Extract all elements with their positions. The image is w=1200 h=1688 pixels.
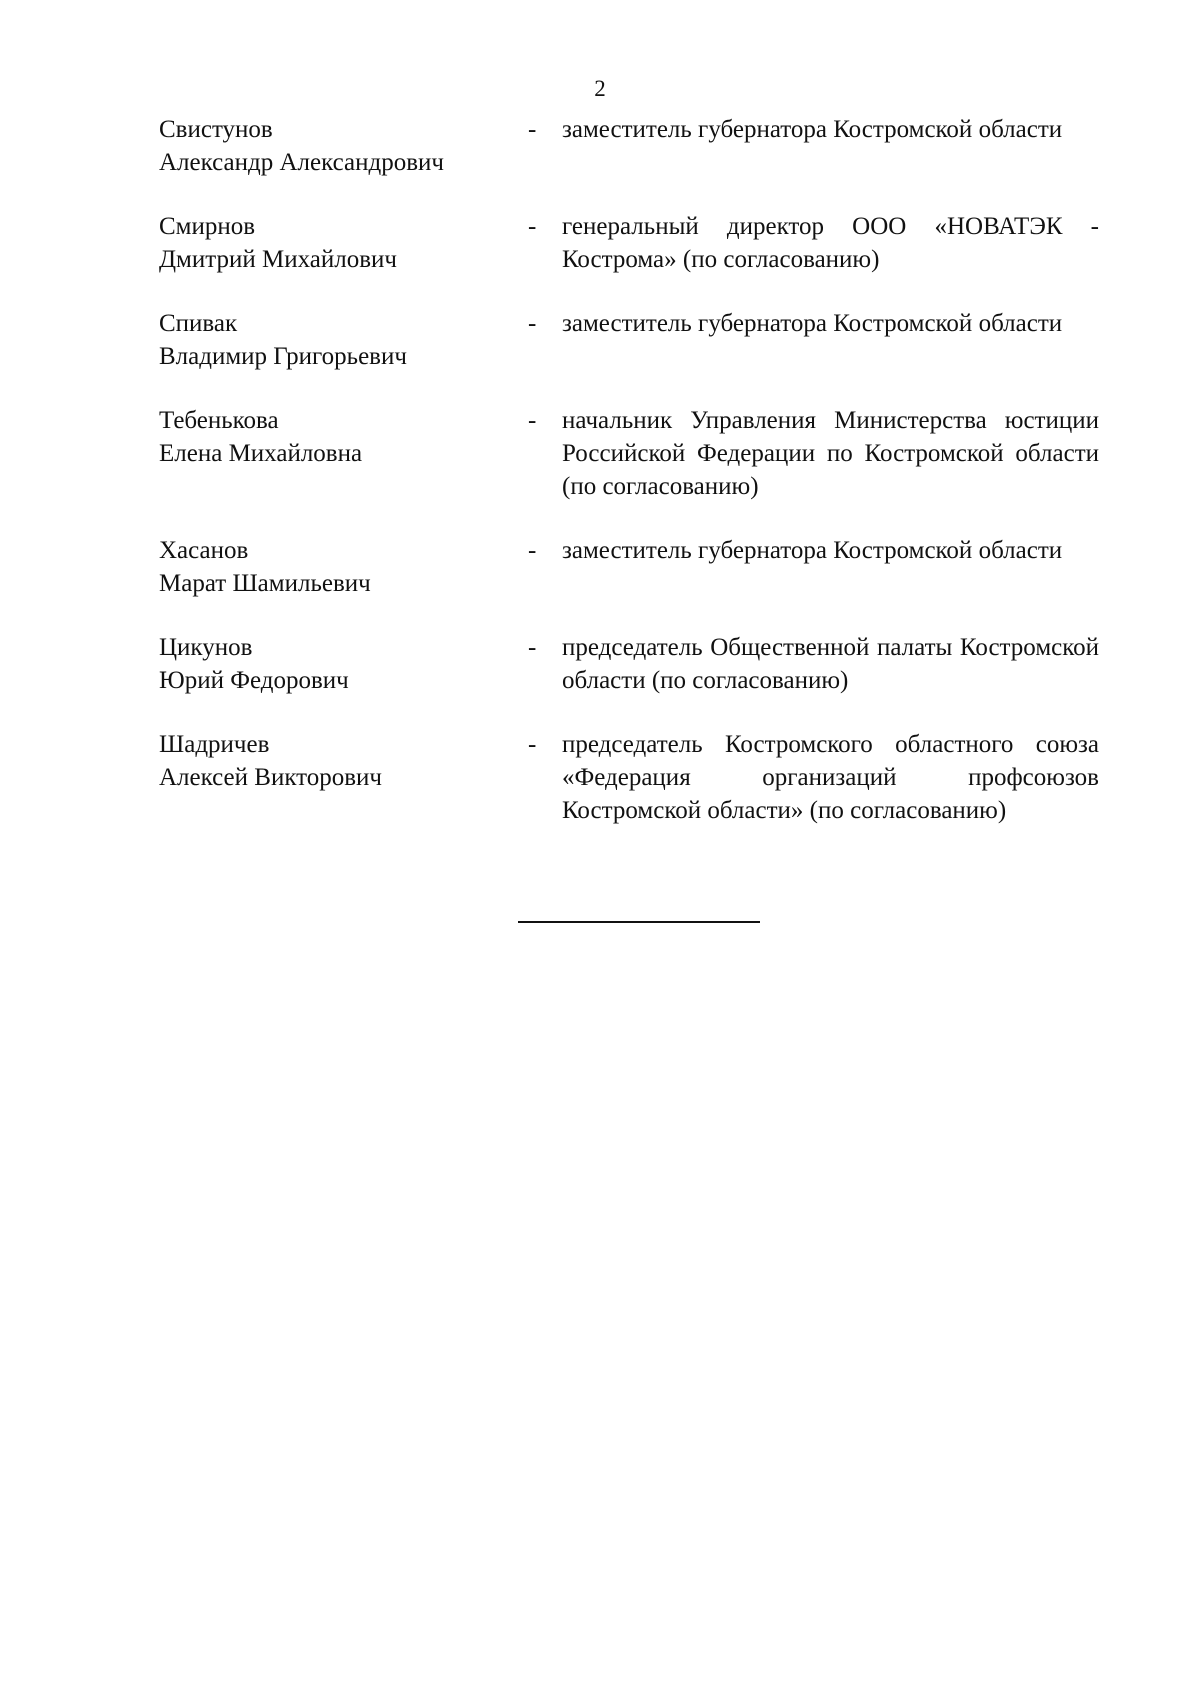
member-name: [159, 113, 499, 179]
member-surname: Тебенькова: [159, 407, 279, 434]
member-given-names: Алексей Викторович: [159, 764, 382, 791]
member-dash: -: [528, 731, 537, 758]
member-given-names: Александр Александрович: [159, 149, 444, 176]
member-surname: Хасанов: [159, 537, 249, 564]
member-given-names: Владимир Григорьевич: [159, 343, 407, 370]
member-position: председатель Костромского областного союза «Федерация организаций профсоюзов Костромской области» (по согласованию): [562, 731, 1099, 824]
member-position: начальник Управления Министерства юстиции Российской Федерации по Костромской области (по согласованию): [562, 407, 1099, 500]
member-position: заместитель губернатора Костромской области: [562, 310, 1063, 337]
member-dash: -: [528, 407, 537, 434]
member-surname: Шадричев: [159, 731, 270, 758]
member-name: [159, 728, 499, 794]
member-dash: -: [528, 213, 537, 240]
member-name: [159, 534, 499, 600]
end-of-list-rule: [518, 921, 760, 923]
member-position: генеральный директор ООО «НОВАТЭК - Кострома» (по согласованию): [562, 213, 1099, 273]
member-name: [159, 307, 499, 373]
member-row: [0, 307, 1200, 404]
member-row: [0, 728, 1200, 860]
member-given-names: Елена Михайловна: [159, 440, 363, 467]
member-row: [0, 534, 1200, 631]
member-position: председатель Общественной палаты Костромской области (по согласованию): [562, 634, 1099, 694]
member-name: [159, 404, 499, 470]
member-surname: Свистунов: [159, 116, 273, 143]
member-name: [159, 631, 499, 697]
member-list: [0, 113, 1200, 860]
member-row: [0, 210, 1200, 307]
member-name: [159, 210, 499, 276]
page-number: 2: [594, 76, 606, 101]
member-given-names: Марат Шамильевич: [159, 570, 371, 597]
member-dash: -: [528, 537, 537, 564]
member-dash: -: [528, 116, 537, 143]
member-surname: Цикунов: [159, 634, 253, 661]
member-row: [0, 113, 1200, 210]
member-row: [0, 631, 1200, 728]
member-surname: Смирнов: [159, 213, 256, 240]
member-position: заместитель губернатора Костромской области: [562, 116, 1063, 143]
member-position: заместитель губернатора Костромской области: [562, 537, 1063, 564]
member-row: [0, 404, 1200, 534]
member-given-names: Юрий Федорович: [159, 667, 349, 694]
member-dash: -: [528, 310, 537, 337]
member-surname: Спивак: [159, 310, 238, 337]
member-dash: -: [528, 634, 537, 661]
member-given-names: Дмитрий Михайлович: [159, 246, 397, 273]
